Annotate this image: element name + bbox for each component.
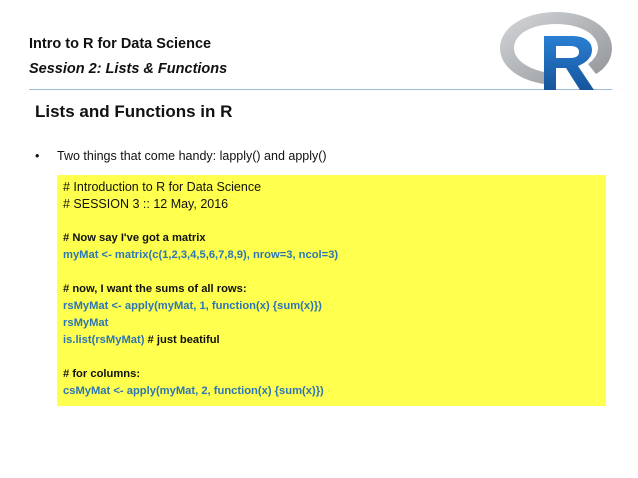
code-line: myMat <- matrix(c(1,2,3,4,5,6,7,8,9), nrow=3, ncol=3) <box>63 249 339 261</box>
session-subtitle: Session 2: Lists & Functions <box>29 61 228 77</box>
code-block <box>57 175 606 406</box>
code-line: # Now say I've got a matrix <box>63 232 206 244</box>
r-logo-icon <box>496 4 616 94</box>
code-line: # SESSION 3 :: 12 May, 2016 <box>63 197 229 211</box>
code-line: rsMyMat <- apply(myMat, 1, function(x) {sum(x)}) <box>63 300 322 312</box>
bullet-marker: • <box>35 149 40 163</box>
code-line: # for columns: <box>63 368 141 380</box>
inline-comment: # just beatiful <box>144 334 220 346</box>
code-line: rsMyMat <box>63 317 109 329</box>
code-line-blank <box>63 264 606 281</box>
code-line: csMyMat <- apply(myMat, 2, function(x) {sum(x)}) <box>63 385 324 397</box>
code-line-blank <box>63 349 606 366</box>
code-line: # Introduction to R for Data Science <box>63 180 262 194</box>
bullet-text: Two things that come handy: lapply() and apply() <box>57 149 327 163</box>
code-line: # now, I want the sums of all rows: <box>63 283 247 295</box>
bullet-item <box>35 149 327 163</box>
code-line <box>63 332 606 349</box>
code-line-blank <box>63 213 606 230</box>
code-text: is.list(rsMyMat) <box>63 334 145 346</box>
section-title: Lists and Functions in R <box>35 102 233 121</box>
presentation-title: Intro to R for Data Science <box>29 36 212 52</box>
